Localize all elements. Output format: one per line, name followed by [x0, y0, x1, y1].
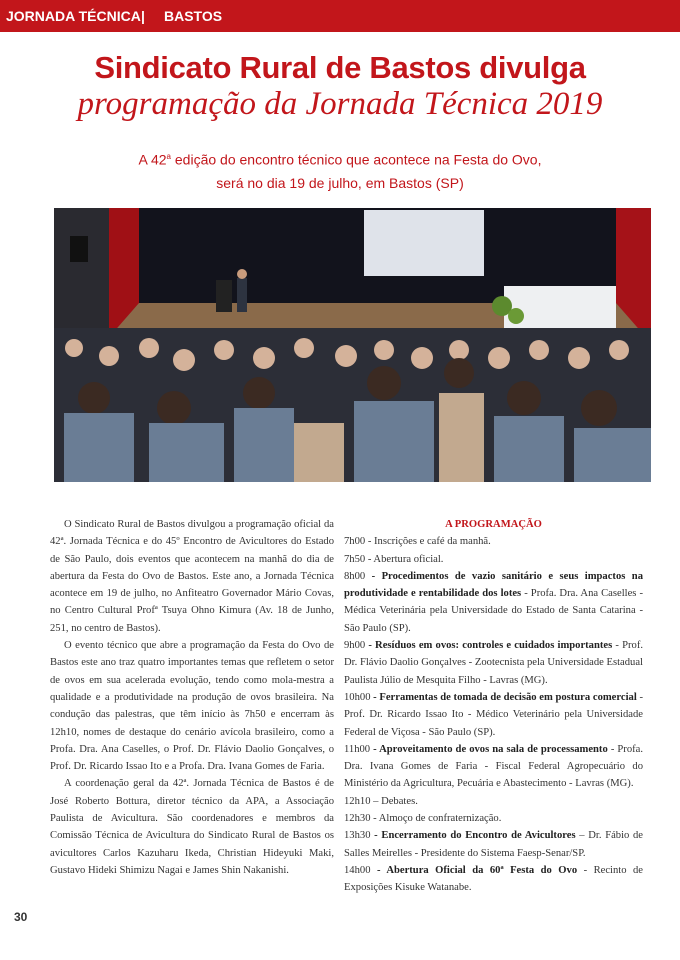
schedule-time: 14h00 [344, 864, 371, 876]
section-label: JORNADA TÉCNICA [6, 8, 141, 24]
subtitle-line-1 [0, 145, 680, 172]
schedule-time: 13h30 [344, 830, 371, 842]
schedule-text: - Recinto de Exposições Kisuke Watanabe. [344, 864, 643, 894]
subtitle-ordinal: a [166, 152, 171, 161]
subtitle-line-1-post: edição do encontro técnico que acontece na Festa do Ovo, [171, 151, 542, 168]
schedule-text: - Prof. Dr. Flávio Daolio Gonçalves - Zootecnista pela Universidade Estadual Paulista Júlio de Mesquita Filho - Lavras (MG). [344, 640, 643, 686]
subtitle-line-1-pre: A 42 [138, 151, 167, 168]
speaker-box-icon [70, 236, 88, 262]
schedule-text: - Almoço de confraternização. [370, 813, 502, 825]
schedule-time: 12h10 [344, 795, 371, 807]
schedule-time: 7h50 [344, 553, 366, 565]
schedule-text: - Profa. Dra. Ana Caselles - Médica Veterinária pela Universidade do Estado de Santa Catarina - São Paulo (SP). [344, 588, 643, 634]
schedule-time: 11h00 [344, 743, 371, 755]
subtitle-line-2: será no dia 19 de julho, em Bastos (SP) [216, 174, 464, 191]
schedule-item [344, 637, 643, 689]
schedule-time: 10h00 [344, 691, 371, 703]
article-paragraph: O Sindicato Rural de Bastos divulgou a programação oficial da 42ª. Jornada Técnica e do 45º Encontro de Avicultores do Estado de São Paulo, dois eventos que acontecem na manhã do dia de abertura da Festa do Ovo de Bastos. Este ano, a Jornada Técnica acontece em 19 de julho, no Anfiteatro Governador Mário Covas, no Centro Cultural Profª Tsuya Ohno Kimura (Av. 18 de Junho, 251, no centro de Bastos). [50, 519, 334, 634]
schedule-item [344, 689, 643, 741]
article-paragraph: O evento técnico que abre a programação da Festa do Ovo de Bastos este ano traz quatro importantes temas que refletem o setor de ovos em sua acelerada evolução, tendo como mola-mestra a qualidade e a produtividade na produção de ovos brasileira. Na condução das palestras, que têm início às 7h50 e encerram às 12h10, nomes de destaque do cenário avícola brasileiro, como a Profa. Dra. Ana Caselles, o Prof. Dr. Flávio Daolio Gonçalves, o Prof. Dr. Ricardo Issao Ito e a Profa. Dra. Ivana Gomes de Faria. [50, 640, 334, 773]
schedule-title: - Resíduos em ovos: controles e cuidados importantes [365, 640, 613, 652]
auditorium-photo [54, 208, 651, 482]
schedule-item [344, 862, 643, 897]
section-header-bar [0, 0, 680, 32]
schedule-time: 8h00 [344, 570, 366, 582]
schedule-title: - Procedimentos de vazio sanitário e seus impactos na produtividade e rentabilidade dos lotes [344, 570, 643, 600]
schedule-item [344, 793, 643, 810]
city-label: BASTOS [164, 8, 223, 24]
schedule-text: - Profa. Dra. Ivana Gomes de Faria - Fiscal Federal Agropecuário do Ministério da Agricultura, Pecuária e Abastecimento - Lavras (MG). [344, 743, 643, 790]
headline-line-2: programação da Jornada Técnica 2019 [77, 86, 603, 122]
schedule-title: - Encerramento do Encontro de Avicultores [370, 830, 576, 842]
page-number: 30 [14, 910, 28, 924]
schedule-time: 9h00 [344, 640, 366, 652]
schedule-text: – Dr. Fábio de Salles Meirelles - Presidente do Sistema Faesp-Senar/SP. [344, 830, 644, 859]
article-body-left-column [50, 516, 334, 879]
subtitle [0, 145, 680, 195]
schedule-time: 7h00 [344, 536, 366, 548]
schedule-text: - Prof. Dr. Ricardo Issao Ito - Médico Veterinário pela Universidade Federal de Viçosa - São Paulo (SP). [344, 691, 643, 738]
schedule-time: 12h30 [344, 813, 371, 825]
schedule-item [344, 533, 643, 550]
schedule-title: - Aproveitamento de ovos na sala de processamento [370, 743, 608, 755]
programacao-heading: A PROGRAMAÇÃO [445, 519, 542, 530]
schedule-text: – Debates. [370, 795, 418, 807]
schedule-title: - Abertura Oficial da 60ª Festa do Ovo [370, 864, 578, 876]
header-separator: | [141, 8, 145, 24]
article-paragraph: A coordenação geral da 42ª. Jornada Técnica de Bastos é de José Roberto Bottura, diretor técnico da APA, a Associação Paulista de Avicultura. São coordenadores e membros da Comissão Técnica de Avicultura do Sindicato Rural de Bastos os avicultores Carlos Kazuharu Ikeda, Christian Hideyuki Maki, Gustavo Hideki Shimizu Nagai e James Shin Nakanishi. [50, 778, 334, 876]
schedule-text: - Abertura oficial. [365, 553, 444, 565]
schedule-item [344, 568, 643, 637]
schedule-item [344, 810, 643, 827]
headline-line-1: Sindicato Rural de Bastos divulga [94, 50, 586, 85]
schedule-item [344, 741, 643, 793]
programacao-column [344, 516, 643, 897]
schedule-text: - Inscrições e café da manhã. [365, 536, 491, 548]
schedule-item [344, 551, 643, 568]
schedule-item [344, 827, 643, 862]
schedule-title: - Ferramentas de tomada de decisão em postura comercial [370, 691, 637, 703]
